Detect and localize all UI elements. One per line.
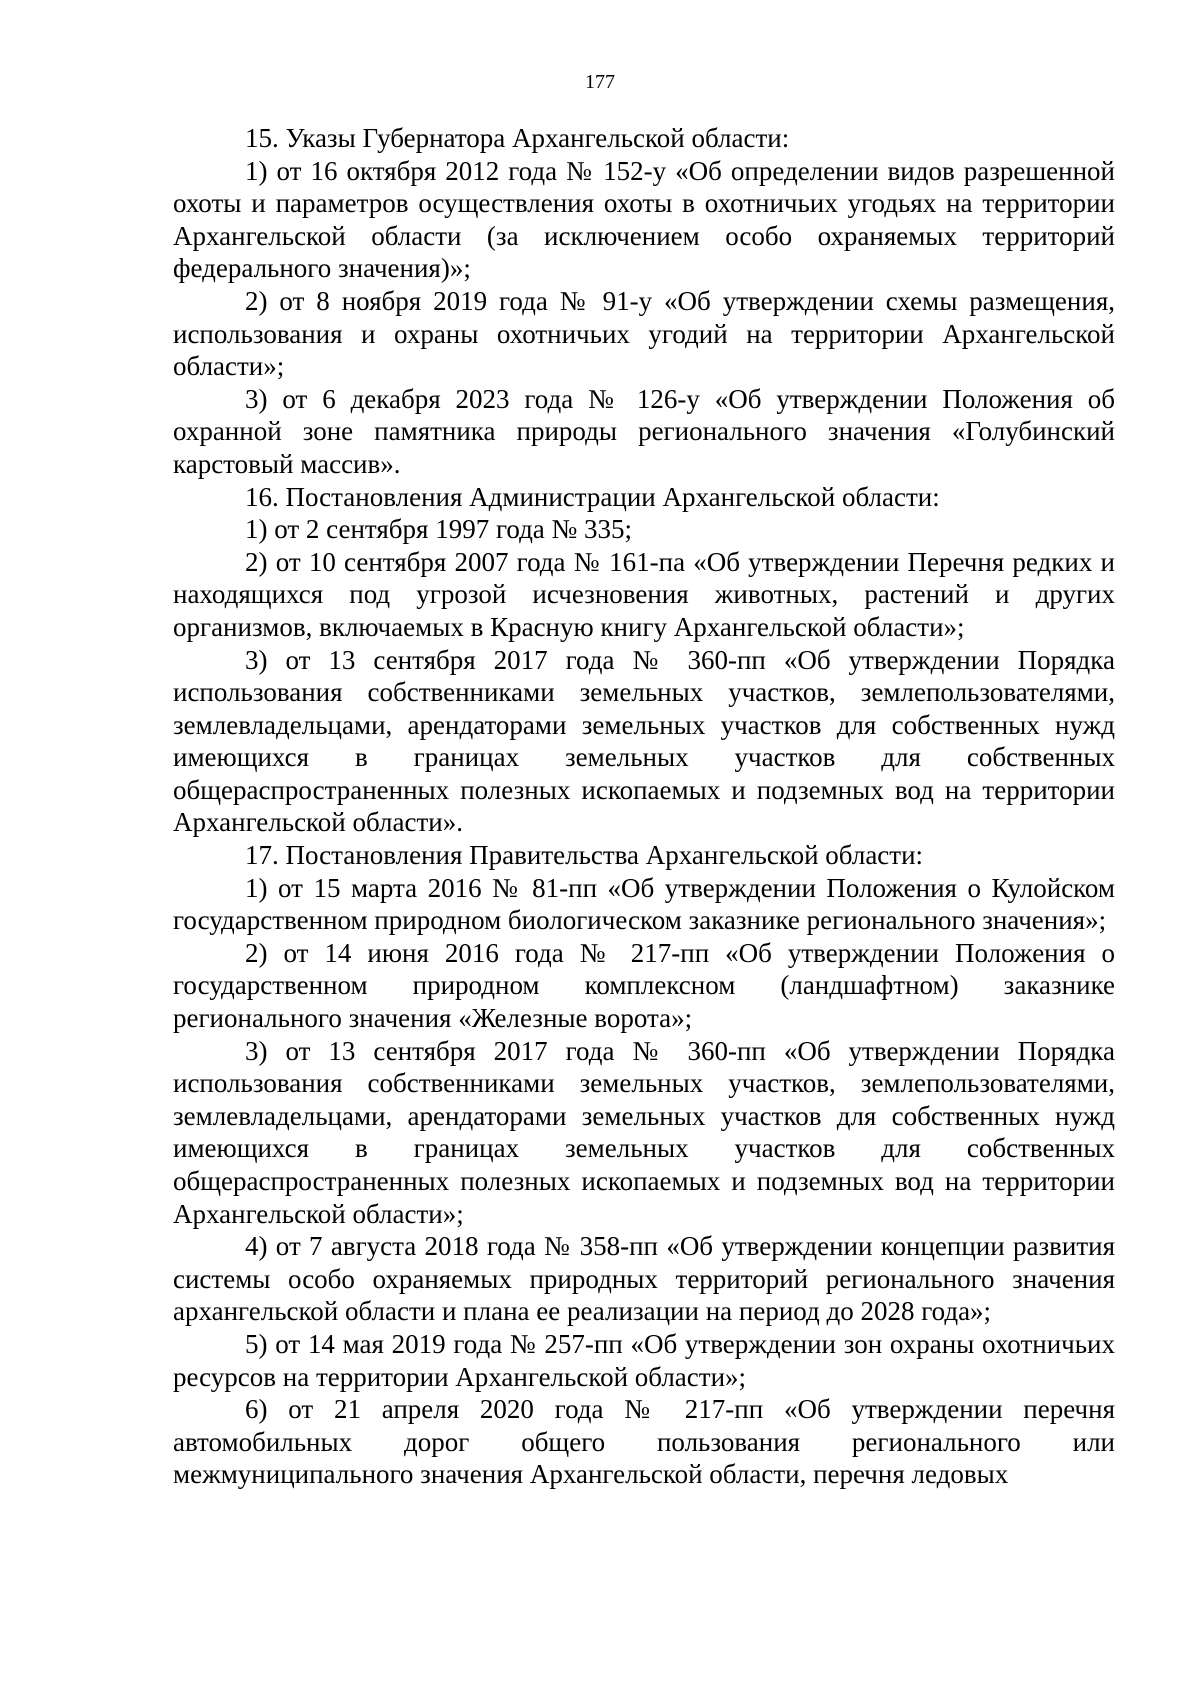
paragraph: 1) от 2 сентября 1997 года № 335; bbox=[245, 514, 633, 545]
paragraph: 2) от 10 сентября 2007 года № 161-па «Об утверждении Перечня редких и находящихся под угрозой исчезновения животных, растений и других организмов, включаемых в Красную книгу Архангельской области»; bbox=[173, 546, 1115, 642]
paragraph: 1) от 15 марта 2016 № 81-пп «Об утверждении Положения о Кулойском государственном природном биологическом заказнике регионального значения»; bbox=[173, 872, 1115, 936]
paragraph: 3) от 13 сентября 2017 года № 360-пп «Об утверждении Порядка использования собственниками земельных участков, землепользователями, землевладельцами, арендаторами земельных участков для собственных нужд имеющихся в границах земельных участков для собственных общераспространенных полезных ископаемых и подземных вод на территории Архангельской области». bbox=[173, 644, 1115, 838]
paragraph: 1) от 16 октября 2012 года № 152-у «Об определении видов разрешенной охоты и параметров осуществления охоты в охотничьих угодьях на территории Архангельской области (за исключением особо охраняемых территорий федерального значения)»; bbox=[173, 155, 1115, 284]
page-number: 177 bbox=[585, 71, 615, 93]
paragraph: 4) от 7 августа 2018 года № 358-пп «Об утверждении концепции развития системы особо охраняемых природных территорий регионального значения архангельской области и плана ее реализации на период до 2028 года»; bbox=[173, 1231, 1115, 1327]
paragraph-section-15-heading: 15. Указы Губернатора Архангельской области: bbox=[245, 123, 790, 153]
paragraph: 6) от 21 апреля 2020 года № 217-пп «Об утверждении перечня автомобильных дорог общего пользования регионального или межмуниципального значения Архангельской области, перечня ледовых bbox=[173, 1394, 1115, 1490]
paragraph: 3) от 13 сентября 2017 года № 360-пп «Об утверждении Порядка использования собственниками земельных участков, землепользователями, землевладельцами, арендаторами земельных участков для собственных нужд имеющихся в границах земельных участков для собственных общераспространенных полезных ископаемых и подземных вод на территории Архангельской области»; bbox=[173, 1035, 1115, 1229]
paragraph: 2) от 14 июня 2016 года № 217-пп «Об утверждении Положения о государственном природном комплексном (ландшафтном) заказнике регионального значения «Железные ворота»; bbox=[173, 937, 1115, 1034]
paragraph-section-16-heading: 16. Постановления Администрации Архангельской области: bbox=[245, 481, 940, 512]
paragraph-section-17-heading: 17. Постановления Правительства Архангельской области: bbox=[245, 840, 924, 871]
document-body bbox=[173, 122, 1115, 1491]
paragraph: 3) от 6 декабря 2023 года № 126-у «Об утверждении Положения об охранной зоне памятника природы регионального значения «Голубинский карстовый массив». bbox=[173, 383, 1115, 479]
paragraph: 2) от 8 ноября 2019 года № 91-у «Об утверждении схемы размещения, использования и охраны охотничьих угодий на территории Архангельской области»; bbox=[173, 285, 1115, 382]
paragraph: 5) от 14 мая 2019 года № 257-пп «Об утверждении зон охраны охотничьих ресурсов на территории Архангельской области»; bbox=[173, 1328, 1115, 1392]
